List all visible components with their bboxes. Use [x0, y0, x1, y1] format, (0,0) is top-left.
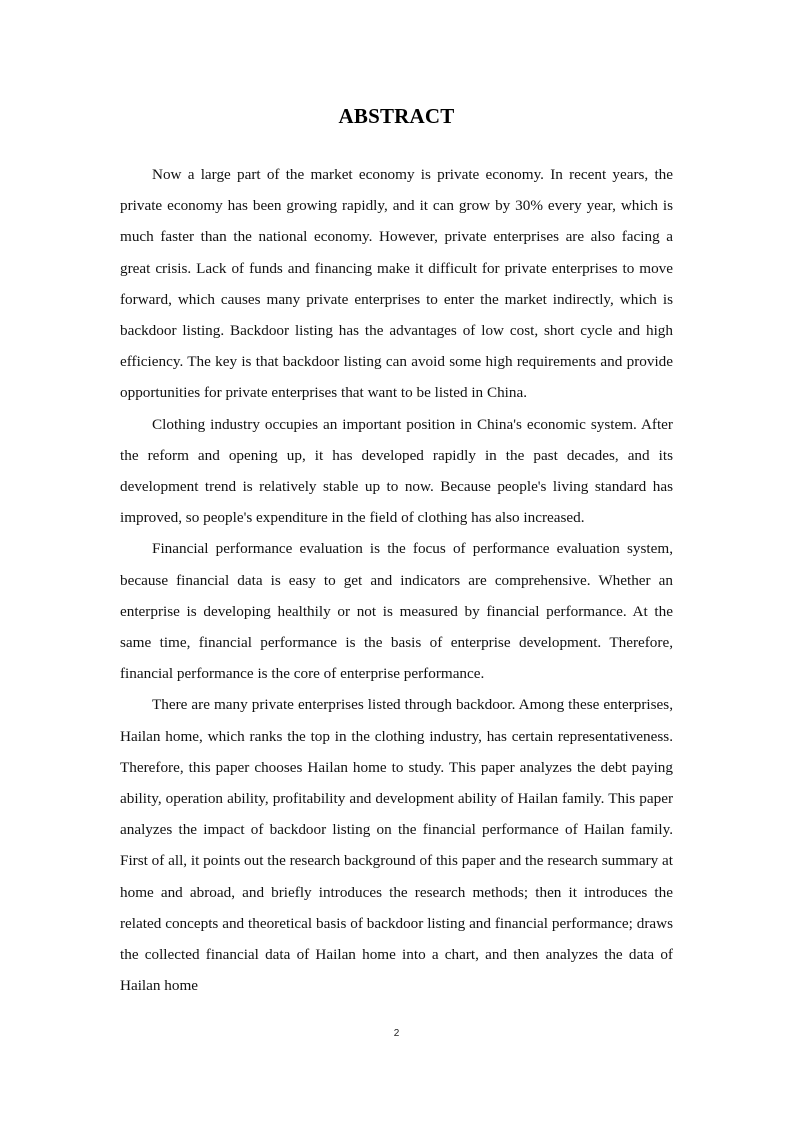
abstract-body — [120, 159, 673, 1001]
abstract-paragraph-2: Clothing industry occupies an important position in China's economic system. After the reform and opening up, it has developed rapidly in the past decades, and its development trend is relatively stable up to now. Because people's living standard has improved, so people's expenditure in the field of clothing has also increased. — [120, 415, 673, 527]
abstract-paragraph-4: There are many private enterprises listed through backdoor. Among these enterprises, Hailan home, which ranks the top in the clothing industry, has certain representativeness. Therefore, this paper chooses Hailan home to study. This paper analyzes the debt paying ability, operation ability, profitability and development ability of Hailan family. This paper analyzes the impact of backdoor listing on the financial performance of Hailan family. First of all, it points out the research background of this paper and the research summary at home and abroad, and briefly introduces the research methods; then it introduces the related concepts and theoretical basis of backdoor listing and financial performance; draws the collected financial data of Hailan home into a chart, and then analyzes the data of Hailan home — [120, 696, 673, 995]
abstract-paragraph-1: Now a large part of the market economy is private economy. In recent years, the private economy has been growing rapidly, and it can grow by 30% every year, which is much faster than the national economy. However, private enterprises are also facing a great crisis. Lack of funds and financing make it difficult for private enterprises to move forward, which causes many private enterprises to enter the market indirectly, which is backdoor listing. Backdoor listing has the advantages of low cost, short cycle and high efficiency. The key is that backdoor listing can avoid some high requirements and provide opportunities for private enterprises that want to be listed in China. — [120, 166, 673, 402]
abstract-paragraph-3: Financial performance evaluation is the focus of performance evaluation system, because financial data is easy to get and indicators are comprehensive. Whether an enterprise is developing healthily or not is measured by financial performance. At the same time, financial performance is the basis of enterprise development. Therefore, financial performance is the core of enterprise performance. — [120, 540, 673, 683]
page-number: 2 — [393, 1028, 400, 1039]
page-title: ABSTRACT — [338, 104, 455, 128]
